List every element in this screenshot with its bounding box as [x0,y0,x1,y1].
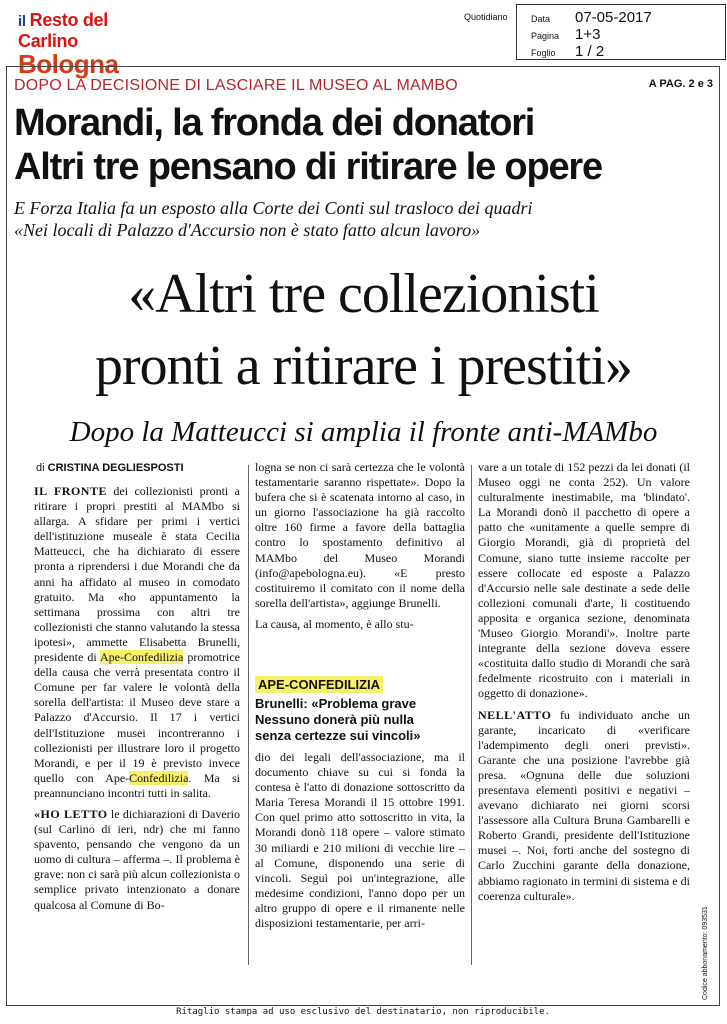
byline [36,462,184,474]
col3-paragraph-2 [478,708,690,904]
box-line-3: senza certezze sui vincoli» [255,728,421,743]
column-2-continued [255,750,465,937]
byline-prefix: di [36,462,45,474]
logo-prefix: il [18,13,26,30]
data-label: Data [531,14,551,24]
col1-paragraph-2 [34,807,240,913]
col3-paragraph-1: vare a un totale di 152 pezzi da lei donati (il Museo oggi ne conta 252). Un valore culturalmente inestimabile, ma 'blindato'. La Morandi donò il pacchetto di opere a patto che «unitamente a quelle sempre di Giorgio Morandi, già di proprietà del Comune, siano tutte insieme raccolte per essere collocate ed esposte a Palazzo d'Accursio nelle sale destinate a sede delle collezioni comunali d'arte, li costituendo apposita e organica sezione, denominata 'Museo Giorgio Morandi'». Inoltre parte integrante della sezione doveva essere «costituita dallo studio di Morandi che sarà fedelmente ricostruito con i materiali in oggetto di donazione». [478,460,690,701]
col1-text-b: promotrice della causa che verrà presentata contro il Comune per far valere le volontà della sorella dell'artista: il Museo deve stare a Palazzo d'Accursio. Il 17 i vertici dell'Istituzione musei incontreranno i collezionisti per illustrare loro il progetto Morandi, e per il 19 è previsto invece quello con Ape- [34,650,240,785]
column-2 [255,460,465,638]
col1-lead: IL FRONTE [34,484,107,498]
column-1 [34,484,240,919]
logo-city: Bologna [18,49,119,79]
kicker: DOPO LA DECISIONE DI LASCIARE IL MUSEO AL MAMBO [14,77,458,94]
col1-text-d: le dichiarazioni di Daverio (sul Carlino di ieri, ndr) che mi fanno spavento, pensando che vengono da un uomo di cultura – afferma –. Il problema è grave: non ci sarà più alcun collezionista o semplice privato intenzionato a donare qualcosa al Comune di Bo- [34,806,240,912]
subscription-code-text: Codice abbonamento: 093531 [702,906,709,1000]
pull-quote-box [255,676,467,744]
box-tag: APE-CONFEDILIZIA [255,676,383,693]
col1-text-a: dei collezionisti pronti a ritirare i propri prestiti al MAMbo si allarga. A sfidare per primi i vertici dell'istituzione museale è stata Cecilia Matteucci, che ha dichiarato di essere pronta a riprendersi i due Morandi che da anni ha affidato al museo in comodato gratuito. Ma «ho appuntamento la settimana prossima con altri tre collezionisti che stanno valutando la stessa ipotesi», ammette Elisabetta Brunelli, presidente di [34,484,240,665]
pagina-value: 1+3 [575,26,601,43]
col1-text-c: . Ma si preannunciano incontri tutti in salita. [34,770,240,800]
quote-headline-line-2: pronti a ritirare i prestiti» [94,335,633,397]
col3-text: fu individuato anche un garante, incaricato di «verificare l'adempimento degli oneri previsti». Garante che una posizione l'avrebbe già presa. «Ognuna delle due soluzioni presentava elementi positivi e negativi – avevano dichiarato nei giorni scorsi l'assessore alla Cultura Bruna Gambarelli e Roberto Grandi, presidente dell'Istituzione musei –. Noi, forti anche del sostegno di Carlo Zucchini garante della donazione, abbiamo ragionato in termini di sistema e di coerenza culturale». [478,707,690,903]
page-reference: A PAG. 2 e 3 [648,78,713,90]
footer-note: Ritaglio stampa ad uso esclusivo del destinatario, non riproducibile. [176,1007,550,1017]
logo-name: Resto del Carlino [18,10,108,51]
column-rule-1 [248,465,249,965]
data-value: 07-05-2017 [575,9,652,26]
masthead [8,4,720,79]
col3-lead: NELL'ATTO [478,707,552,722]
subscription-code [702,880,714,1010]
subheadline-line-1: E Forza Italia fa un esposto alla Corte dei Conti sul trasloco dei quadri [14,198,533,218]
highlight-ape-confedilizia: Ape-Confedilizia [100,650,184,665]
foglio-value: 1 / 2 [575,43,605,60]
col2-paragraph-2: La causa, al momento, è allo stu- [255,616,414,631]
headline-line-1: Morandi, la fronda dei donatori [14,102,535,144]
col1-paragraph-1 [34,484,240,801]
box-line-2: Nessuno donerà più nulla [255,712,414,727]
quotidiano-label: Quotidiano [464,12,508,22]
byline-author: CRISTINA DEGLIESPOSTI [47,462,184,474]
info-box [516,4,726,60]
quote-headline-line-1: «Altri tre collezionisti [128,263,599,325]
foglio-label: Foglio [531,48,556,58]
col2-paragraph-3: dio dei legali dell'associazione, ma il documento chiave su cui si fonda la contesa è l'atto di donazione sottoscritto da Maria Teresa Morandi il 15 ottobre 1991. Con quel primo atto sottoscritto in vita, la Morandi donò 118 opere – valore stimato 30 miliardi e 210 milioni di vecchie lire – al Comune, disponendo una serie di vincoli. Seguì poi un'integrazione, alle medesime condizioni, l'anno dopo per un altro gruppo di opere e il rimanente nelle disposizioni testamentarie, per arri- [255,750,465,931]
subheadline-line-2: «Nei locali di Palazzo d'Accursio non è stato fatto alcun lavoro» [14,220,481,240]
box-line-1: Brunelli: «Problema grave [255,696,417,711]
highlight-confedilizia: Confedilizia [129,770,189,785]
col1-lead-2: «HO LETTO [34,806,108,821]
newspaper-logo [18,10,158,79]
col2-paragraph-1: logna se non ci sarà certezza che le volontà testamentarie saranno rispettate». Dopo la bufera che si è scatenata intorno al caso, in un giorno l'associazione ha già raccolto oltre 160 firme a favore della battaglia contro lo spostamento definitivo al MAMbo del Museo Morandi (info@apebologna.eu). «E presto costituiremo il comitato con il nome della sorella dell'artista», aggiunge Brunelli. [255,460,465,610]
pagina-label: Pagina [531,31,560,41]
column-rule-2 [471,465,472,965]
dek: Dopo la Matteucci si amplia il fronte anti-MAMbo [69,416,658,448]
column-3 [478,460,690,910]
headline-line-2: Altri tre pensano di ritirare le opere [14,146,602,188]
